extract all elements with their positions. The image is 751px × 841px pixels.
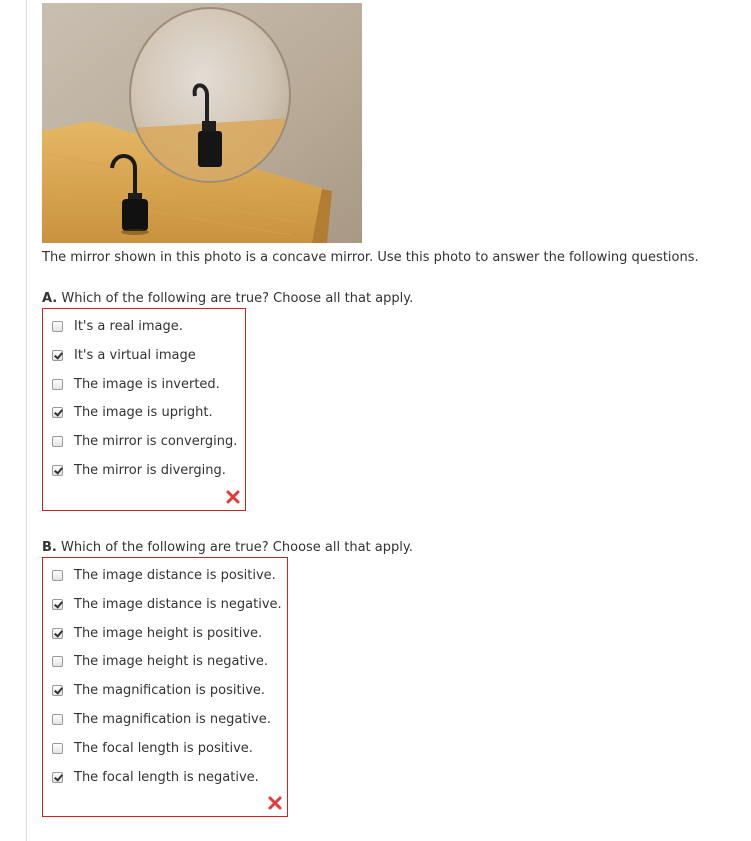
checkbox-b-8[interactable] bbox=[52, 772, 63, 783]
question-a-letter: A. bbox=[42, 291, 58, 306]
question-b-text: Which of the following are true? Choose all that apply. bbox=[61, 540, 413, 555]
option-b-5[interactable] bbox=[52, 680, 265, 700]
option-b-6[interactable] bbox=[52, 709, 271, 729]
checkbox-b-6[interactable] bbox=[52, 714, 63, 725]
option-a-6[interactable] bbox=[52, 460, 226, 480]
option-a-2-label: It's a virtual image bbox=[74, 347, 196, 363]
checkbox-b-2[interactable] bbox=[52, 599, 63, 610]
option-b-2-label: The image distance is negative. bbox=[74, 596, 282, 612]
option-a-2[interactable] bbox=[52, 345, 196, 365]
mirror-photo bbox=[42, 3, 362, 243]
option-a-1-label: It's a real image. bbox=[74, 318, 183, 334]
checkbox-a-6[interactable] bbox=[52, 465, 63, 476]
option-b-5-label: The magnification is positive. bbox=[74, 682, 266, 698]
option-b-6-label: The magnification is negative. bbox=[74, 711, 271, 727]
option-a-4[interactable] bbox=[52, 402, 213, 422]
checkbox-a-4[interactable] bbox=[52, 407, 63, 418]
option-b-4-label: The image height is negative. bbox=[74, 653, 269, 669]
question-a-text: Which of the following are true? Choose all that apply. bbox=[61, 291, 414, 306]
option-b-4[interactable] bbox=[52, 651, 268, 671]
option-a-5[interactable] bbox=[52, 431, 237, 451]
checkbox-a-2[interactable] bbox=[52, 350, 63, 361]
checkbox-a-1[interactable] bbox=[52, 321, 63, 332]
option-b-8-label: The focal length is negative. bbox=[74, 769, 259, 785]
option-b-8[interactable] bbox=[52, 767, 259, 787]
option-a-6-label: The mirror is diverging. bbox=[74, 462, 226, 478]
option-b-1-label: The image distance is positive. bbox=[74, 567, 276, 583]
option-b-7[interactable] bbox=[52, 738, 253, 758]
question-b-prompt bbox=[42, 540, 413, 555]
incorrect-x-icon bbox=[226, 490, 240, 504]
option-b-3[interactable] bbox=[52, 623, 262, 643]
option-b-2[interactable] bbox=[52, 594, 282, 614]
incorrect-x-icon bbox=[268, 796, 282, 810]
question-a-prompt bbox=[42, 291, 413, 306]
option-b-3-label: The image height is positive. bbox=[74, 625, 263, 641]
intro-text: The mirror shown in this photo is a concave mirror. Use this photo to answer the following questions. bbox=[42, 250, 699, 265]
option-b-1[interactable] bbox=[52, 565, 276, 585]
checkbox-a-5[interactable] bbox=[52, 436, 63, 447]
checkbox-a-3[interactable] bbox=[52, 379, 63, 390]
checkbox-b-7[interactable] bbox=[52, 743, 63, 754]
question-b-letter: B. bbox=[42, 540, 57, 555]
checkbox-b-5[interactable] bbox=[52, 685, 63, 696]
option-b-7-label: The focal length is positive. bbox=[74, 740, 253, 756]
option-a-4-label: The image is upright. bbox=[74, 404, 213, 420]
checkbox-b-3[interactable] bbox=[52, 628, 63, 639]
option-a-1[interactable] bbox=[52, 316, 183, 336]
option-a-5-label: The mirror is converging. bbox=[74, 433, 238, 449]
checkbox-b-1[interactable] bbox=[52, 570, 63, 581]
checkbox-b-4[interactable] bbox=[52, 656, 63, 667]
question-b-answer-box bbox=[42, 557, 288, 817]
question-a-answer-box bbox=[42, 308, 246, 511]
option-a-3[interactable] bbox=[52, 374, 220, 394]
page-left-rule bbox=[26, 0, 27, 841]
option-a-3-label: The image is inverted. bbox=[74, 376, 220, 392]
